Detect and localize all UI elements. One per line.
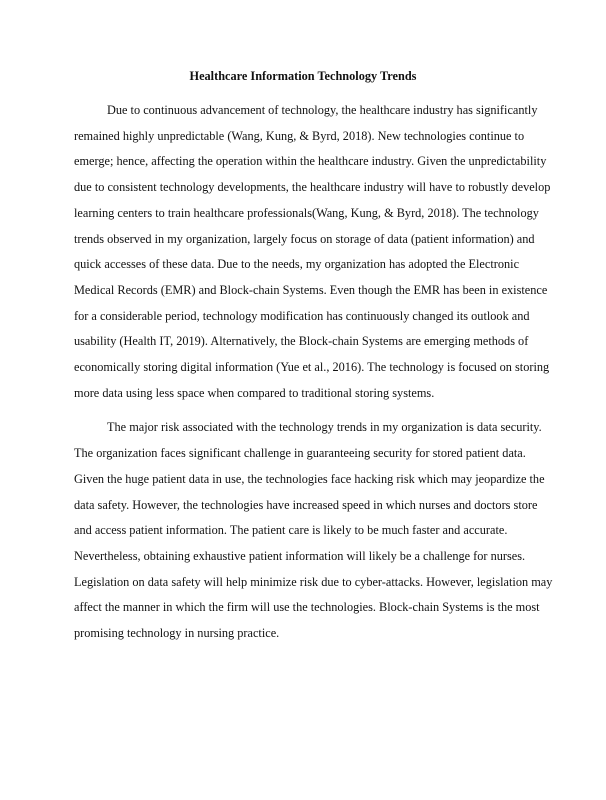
paragraph-line: data safety. However, the technologies have increased speed in which nurses and doctors store	[74, 497, 538, 512]
paragraph-line: and access patient information. The patient care is likely to be much faster and accurate.	[74, 523, 508, 538]
paragraph-line: The organization faces significant challenge in guaranteeing security for stored patient data.	[74, 446, 526, 461]
paragraph-line: quick accesses of these data. Due to the needs, my organization has adopted the Electronic	[74, 257, 520, 272]
paragraph-line: affect the manner in which the firm will use the technologies. Block-chain Systems is the most	[74, 600, 540, 615]
paragraph-technology-trends	[74, 98, 551, 406]
paragraph-line: learning centers to train healthcare professionals(Wang, Kung, & Byrd, 2018). The technology	[74, 205, 539, 220]
paragraph-line: promising technology in nursing practice.	[74, 626, 280, 641]
paragraph-line: Given the huge patient data in use, the technologies face hacking risk which may jeopardize the	[74, 471, 545, 486]
paragraph-line: due to consistent technology developments, the healthcare industry will have to robustly develop	[74, 180, 551, 195]
paragraph-line: remained highly unpredictable (Wang, Kung, & Byrd, 2018). New technologies continue to	[74, 128, 525, 143]
paragraph-line: for a considerable period, technology modification has continuously changed its outlook and	[74, 308, 530, 323]
paragraph-line: Due to continuous advancement of technology, the healthcare industry has significantly	[107, 103, 538, 117]
paragraph-line: emerge; hence, affecting the operation within the healthcare industry. Given the unpredictability	[74, 154, 547, 169]
paragraph-spacer	[74, 406, 532, 415]
paragraph-line: Nevertheless, obtaining exhaustive patient information will likely be a challenge for nurses.	[74, 548, 526, 563]
paragraph-data-security-risk	[74, 415, 553, 646]
paragraph-line: more data using less space when compared to traditional storing systems.	[74, 385, 435, 400]
document-title: Healthcare Information Technology Trends	[189, 69, 417, 83]
paragraph-line: trends observed in my organization, largely focus on storage of data (patient information) and	[74, 231, 535, 246]
paragraph-line: The major risk associated with the technology trends in my organization is data security.	[107, 420, 542, 435]
paragraph-line: usability (Health IT, 2019). Alternatively, the Block-chain Systems are emerging methods of	[74, 334, 529, 349]
paragraph-line: economically storing digital information (Yue et al., 2016). The technology is focused on storing	[74, 360, 550, 375]
paragraph-line: Medical Records (EMR) and Block-chain Systems. Even though the EMR has been in existence	[74, 282, 548, 297]
paragraph-line: Legislation on data safety will help minimize risk due to cyber-attacks. However, legislation may	[74, 574, 553, 589]
